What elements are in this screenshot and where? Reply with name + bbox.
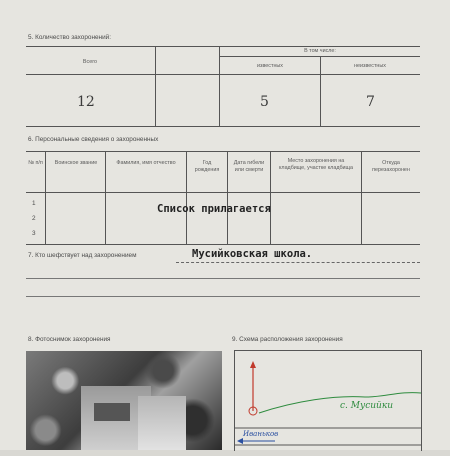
divider [219,56,420,57]
header-rank: Воинское звание [54,160,98,166]
divider [320,56,321,126]
divider [26,296,420,297]
header-year: Год рождения [194,160,220,174]
divider [105,151,106,244]
header-num: № п/п [28,160,43,166]
section-9-title: 9. Схема расположения захоронения [232,336,343,343]
road-arrow-head [237,438,243,444]
header-name: Фамилия, имя отчество [116,160,176,166]
total-count: 12 [77,94,95,110]
burial-photo [26,351,222,450]
divider [227,151,228,244]
road-label: Иваньков [243,430,279,438]
known-count: 5 [260,94,269,110]
village-label: с. Мусийки [340,401,394,411]
header-place: Место захоронения на кладбище, участке кладбища [279,158,353,172]
header-date: Дата гибели или смерти [233,160,265,174]
header-including: В том числе: [304,48,336,54]
section-6-title: 6. Персональные сведения о захороненных [28,136,159,143]
memorial-plate [94,403,130,421]
patron-value: Мусийковская школа. [192,248,313,260]
divider [26,74,420,75]
divider [270,151,271,244]
divider [26,126,420,127]
row-number: 3 [32,230,36,237]
divider [155,46,156,126]
north-arrow-head [250,361,256,368]
divider [361,151,362,244]
section-7-title: 7. Кто шефствует над захоронением [28,252,137,259]
section-8-title: 8. Фотоснимок захоронения [28,336,111,343]
header-known: известных [257,63,283,69]
location-scheme [234,350,422,451]
header-unknown: неизвестных [354,63,386,69]
divider [26,278,420,279]
divider [176,262,420,263]
list-attached-note: Список прилагается [157,203,271,215]
unknown-count: 7 [366,94,375,110]
divider [186,151,187,244]
header-from: Откуда перезахоронен [372,160,410,174]
divider [45,151,46,244]
header-total: Всего [82,59,98,65]
row-number: 1 [32,200,36,207]
monument-slab [138,396,186,450]
divider [26,244,420,245]
section-5-title: 5. Количество захоронений: [28,34,111,41]
divider [26,46,420,47]
divider [219,46,220,126]
row-number: 2 [32,215,36,222]
